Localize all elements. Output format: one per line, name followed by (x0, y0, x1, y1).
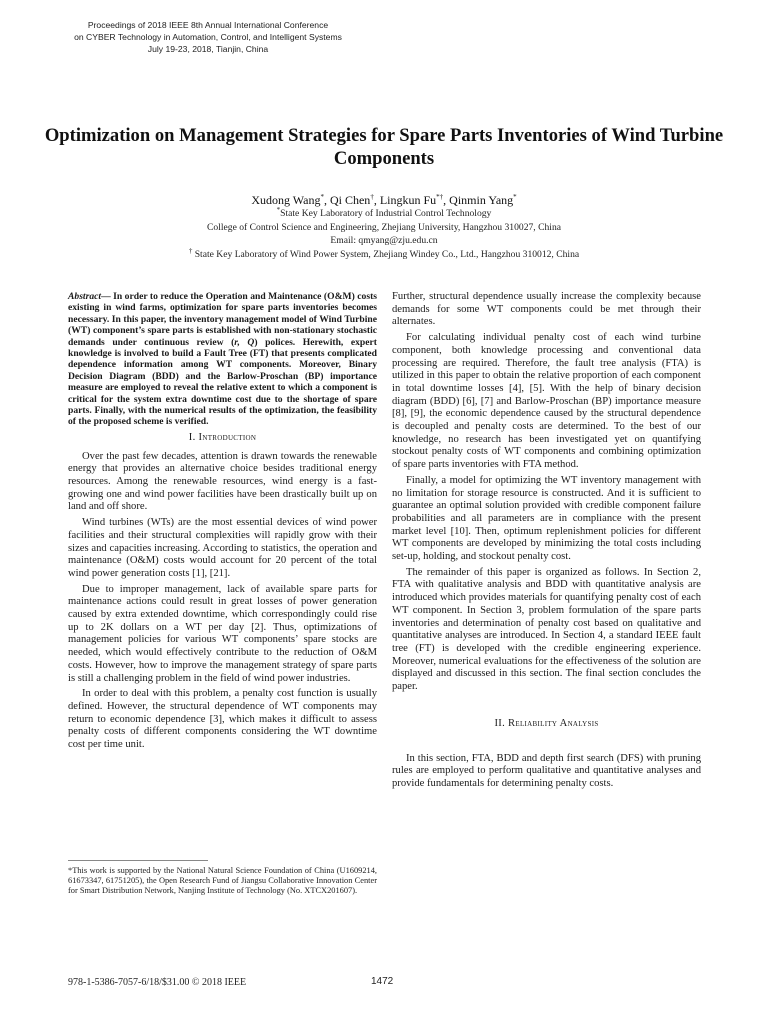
section-title: Introduction (198, 431, 257, 443)
left-column (68, 291, 377, 755)
affiliation-text: State Key Laboratory of Industrial Control Technology (280, 208, 492, 219)
isbn-copyright: 978-1-5386-7057-6/18/$31.00 © 2018 IEEE (68, 977, 247, 988)
proceedings-line: Proceedings of 2018 IEEE 8th Annual International Conference (87, 20, 329, 30)
author-name: Xudong Wang (251, 193, 321, 207)
body-paragraph: In order to deal with this problem, a penalty cost function is usually defined. However, the structural dependence of WT components may return to economic dependence [3], which makes it difficult to assess penalty costs of different components considering the WT downtime cost per time unit. (68, 688, 377, 751)
author-mark: † (370, 193, 374, 201)
footnote-rule (68, 860, 208, 861)
body-paragraph: Finally, a model for optimizing the WT inventory management with no limitation for storage resource is constructed. And it is sufficient to guarantee an optimal solution provided with credible component failure probabilities and all parameters are in compliance with the present market level [10]. Then, optimum replenishment policies for different WT components are developed by minimizing the total costs including set-up, holding, and stockout penalty cost. (392, 474, 701, 563)
affiliation-email: Email: qmyang@zju.edu.cn (330, 235, 438, 247)
abstract-dash: — (101, 291, 111, 302)
page-number: 1472 (371, 976, 394, 987)
proceedings-line: on CYBER Technology in Automation, Control, and Intelligent Systems (74, 32, 342, 42)
affiliation-mark: † (188, 246, 193, 255)
affiliations (40, 207, 728, 261)
right-column (392, 291, 701, 794)
section-heading (392, 718, 701, 731)
abstract-math: r, Q (234, 336, 255, 348)
author-mark: * (320, 193, 324, 201)
affiliation-line (40, 248, 728, 262)
author-name: Lingkun Fu (379, 193, 437, 207)
section-title: Reliability Analysis (508, 717, 599, 729)
affiliation-line (40, 207, 728, 221)
abstract-label: Abstract (68, 291, 102, 302)
abstract (68, 291, 377, 428)
author-mark: * (513, 193, 517, 201)
proceedings-line: July 19-23, 2018, Tianjin, China (147, 44, 269, 54)
body-paragraph: Due to improper management, lack of available spare parts for maintenance actions could result in great losses of power generation caused by extra extended downtime, which correspondingly could rise up to 2K dollars on a WT per day [2]. Thus, optimizations of management policies for various WT components’ spare stocks are needed, which would effectively contribute to the reduction of O&M costs. However, how to improve the management strategy of spare parts is still a challenging problem in the field of wind power industries. (68, 583, 377, 684)
section-heading (68, 432, 377, 445)
author-list: Xudong Wang*, Qi Chen†, Lingkun Fu*†, Qinmin Yang* (251, 193, 517, 207)
body-paragraph: In this section, FTA, BDD and depth first search (DFS) with pruning rules are employed to perform qualitative and quantitative analyses and provide fundamentals for determining penalty costs. (392, 752, 701, 789)
abstract-text: In order to reduce the Operation and Maintenance (O&M) costs existing in wind farms, optimization for spare parts inventories becomes necessary. In this paper, the inventory management model of Wind Turbine (WT) component’s spare parts is established with non-stationary stochastic demands under continuous review ( (68, 291, 377, 348)
section-number: II. (494, 717, 509, 729)
paper-title: Optimization on Management Strategies for Spare Parts Inventories of Wind Turbine Components (44, 125, 724, 169)
affiliation-mark: * (276, 205, 281, 214)
author-mark: *† (436, 193, 444, 201)
author-name: Qinmin Yang (449, 193, 514, 207)
author-name: Qi Chen (329, 193, 371, 207)
section-number: I. (188, 431, 199, 443)
affiliation-line: College of Control Science and Engineering, Zhejiang University, Hangzhou 310027, China (207, 221, 561, 233)
proceedings-header (40, 19, 376, 55)
body-paragraph: The remainder of this paper is organized as follows. In Section 2, FTA with qualitative analysis and BDD with quantitative analysis are introduced which provides materials for quantifying penalty cost of each WT component. In Section 3, problem formulation of the spare parts inventories and determination of penalty cost based on qualitative and quantitative analyses are introduced. In Section 4, a standard IEEE fault tree (FT) is developed with the credible engineering experience. Moreover, numerical evaluations for the effectiveness of the solution are displayed and discussed in this section. The final section concludes the paper. (392, 566, 701, 693)
affiliation-text: State Key Laboratory of Wind Power System, Zhejiang Windey Co., Ltd., Hangzhou 310012, China (192, 248, 580, 260)
body-paragraph: Over the past few decades, attention is drawn towards the renewable energy that provides an alternative choice besides traditional energy resources. Among the renewable resources, wind energy is a fast-growing one and wind power facilities have been drastically built up on land and off shore. (68, 450, 377, 513)
footnote (68, 866, 377, 897)
body-paragraph: Wind turbines (WTs) are the most essential devices of wind power facilities and their structural complexities will rapidly grow with their sizes and capacities increasing. According to statistics, the operation and maintenance (O&M) costs would account for 20 percent of the total wind power generation costs [1], [21]. (68, 517, 377, 579)
abstract-text: ) polices. Herewith, expert knowledge is involved to build a Fault Tree (FT) that presents complicated dependence information among WT components. Moreover, Binary Decision Diagram (BDD) and the Barlow-Proschan (BP) importance measure are employed to reveal the relative extent to which a component is critical for the system extra downtime cost due to the shortage of spare parts. Finally, with the numerical results of the optimization, the feasibility of the proposed scheme is verified. (68, 336, 377, 428)
body-paragraph: Further, structural dependence usually increase the complexity because demands for some WT components could be met through their alternates. (392, 291, 701, 328)
body-paragraph: For calculating individual penalty cost of each wind turbine component, both knowledge processing and conventional data processing are required. Therefore, the fault tree analysis (FTA) is utilized in this paper to obtain the relative proportion of each component in total downtime losses [4], [5]. With the help of binary decision diagram (BDD) [6], [7] and Barlow-Proschan (BP) importance measure [8], [9], the economic dependence caused by the structural dependence is decoupled and penalty costs are determined. To the best of our knowledge, no research has been investigated yet on quantifying stockout penalty costs of WT components and combining optimization of spare parts inventories with FTA method. (392, 332, 701, 471)
footnote-text: *This work is supported by the National Natural Science Foundation of China (U1609214, 61673347, 61751205), the Open Research Fund of Jiangsu Collaborative Innovation Center for Smart Distribution Network, Nanjing Institute of Technology (No. XTCX201607). (68, 866, 377, 896)
